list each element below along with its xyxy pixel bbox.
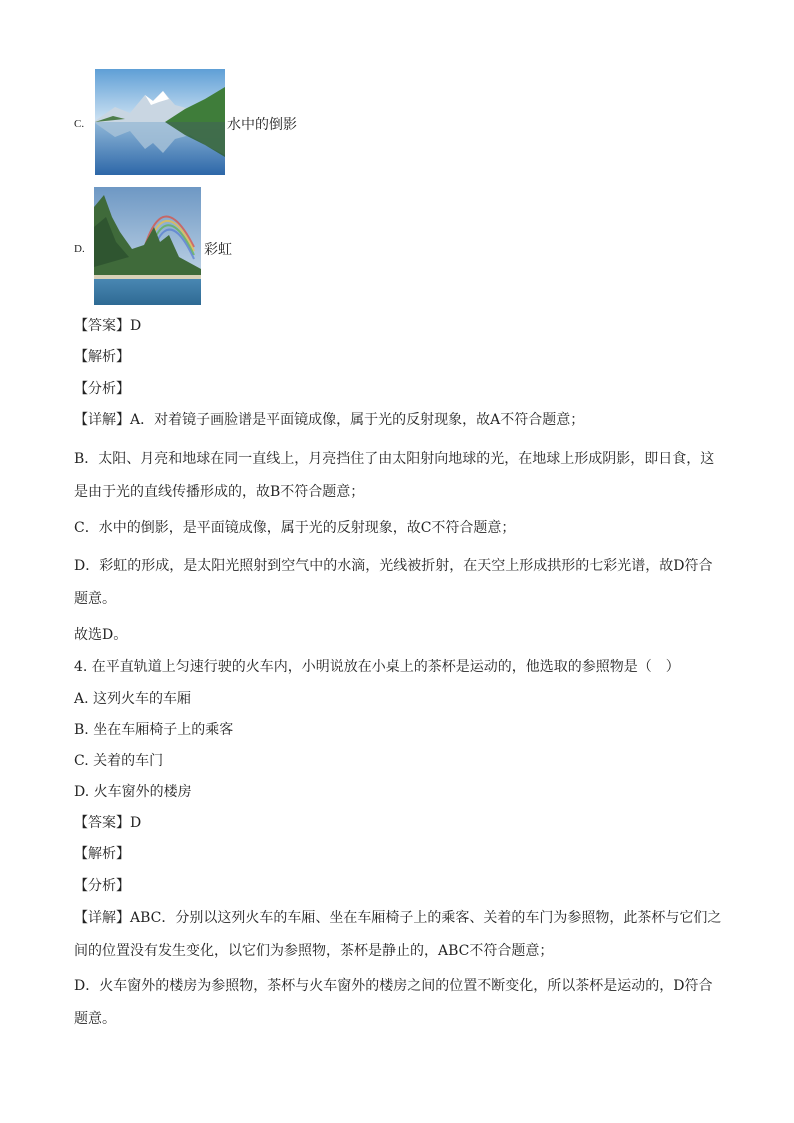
q4-option-a: A. 这列火车的车厢 bbox=[74, 691, 192, 707]
q4-detail-abc: 【详解】ABC．分别以这列火车的车厢、坐在车厢椅子上的乘客、关着的车门为参照物，此茶杯与它们之间的位置没有发生变化，以它们为参照物，茶杯是静止的，ABC不符合题意； bbox=[74, 910, 722, 959]
q4-option-c: C. 关着的车门 bbox=[74, 753, 164, 769]
q4-analysis-sub: 【分析】 bbox=[74, 878, 130, 894]
q4-detail-d: D．火车窗外的楼房为参照物，茶杯与火车窗外的楼房之间的位置不断变化，所以茶杯是运动的，D符合题意。 bbox=[74, 978, 713, 1027]
mountain-lake-reflection-image bbox=[95, 69, 225, 175]
q3-detail-a: 【详解】A．对着镜子画脸谱是平面镜成像，属于光的反射现象，故A不符合题意； bbox=[74, 412, 585, 428]
option-c-letter: C. bbox=[74, 118, 85, 130]
q4-answer: 【答案】D bbox=[74, 815, 142, 831]
q3-detail-b: B．太阳、月亮和地球在同一直线上，月亮挡住了由太阳射向地球的光，在地球上形成阴影，即日食，这是由于光的直线传播形成的，故B不符合题意； bbox=[74, 451, 715, 500]
q4-stem: 4. 在平直轨道上匀速行驶的火车内，小明说放在小桌上的茶杯是运动的，他选取的参照物是（ ） bbox=[74, 659, 680, 675]
option-c-caption: 水中的倒影 bbox=[227, 117, 297, 133]
q3-analysis-sub: 【分析】 bbox=[74, 381, 130, 397]
q4-option-d: D. 火车窗外的楼房 bbox=[74, 784, 192, 800]
q4-analysis-heading: 【解析】 bbox=[74, 846, 130, 862]
option-d-caption: 彩虹 bbox=[204, 242, 232, 258]
q3-conclusion: 故选D。 bbox=[74, 627, 128, 643]
q3-detail-d: D．彩虹的形成，是太阳光照射到空气中的水滴，光线被折射，在天空上形成拱形的七彩光谱，故D符合题意。 bbox=[74, 558, 713, 607]
option-d-letter: D. bbox=[74, 243, 85, 255]
q3-analysis-heading: 【解析】 bbox=[74, 349, 130, 365]
q3-answer: 【答案】D bbox=[74, 318, 142, 334]
q4-option-b: B. 坐在车厢椅子上的乘客 bbox=[74, 722, 234, 738]
rainbow-coast-image bbox=[94, 187, 201, 305]
q3-detail-c: C．水中的倒影，是平面镜成像，属于光的反射现象，故C不符合题意； bbox=[74, 520, 516, 536]
